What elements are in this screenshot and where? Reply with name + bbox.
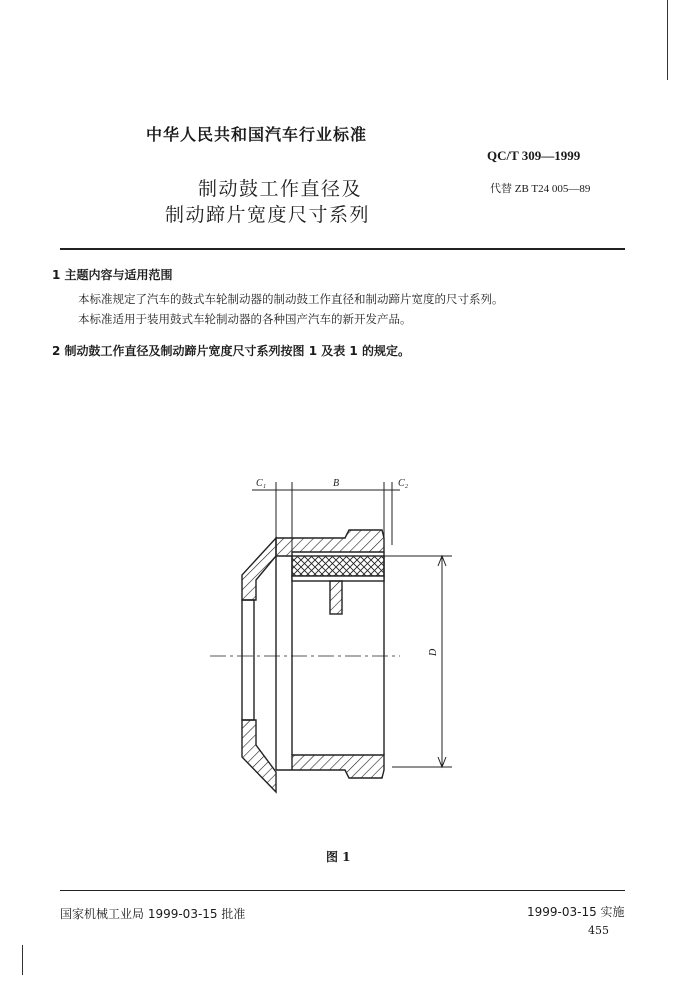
page-number: 455 bbox=[588, 924, 609, 937]
dim-d: D bbox=[428, 648, 439, 656]
brake-shoe bbox=[292, 556, 384, 614]
approval-date: 国家机械工业局 1999-03-15 批准 bbox=[60, 907, 246, 921]
standard-title-line1: 制动鼓工作直径及 bbox=[198, 178, 363, 200]
section1-paragraph2: 本标准适用于装用鼓式车轮制动器的各种国产汽车的新开发产品。 bbox=[78, 312, 412, 326]
dim-c2: C₂ bbox=[398, 478, 409, 489]
dim-b: B bbox=[333, 478, 340, 489]
section1-paragraph1: 本标准规定了汽车的鼓式车轮制动器的制动鼓工作直径和制动蹄片宽度的尺寸系列。 bbox=[78, 292, 504, 306]
standard-body: 中华人民共和国汽车行业标准 bbox=[146, 125, 368, 144]
effective-date: 1999-03-15 实施 bbox=[527, 905, 625, 919]
replaces-standard: 代替 ZB T24 005—89 bbox=[490, 183, 591, 195]
dimension-lines bbox=[252, 482, 452, 767]
footer-rule bbox=[60, 890, 625, 891]
dim-c1: C₁ bbox=[256, 478, 267, 489]
section1-heading: 1 主题内容与适用范围 bbox=[52, 268, 173, 282]
standard-title-line2: 制动蹄片宽度尺寸系列 bbox=[165, 204, 371, 226]
section2-heading: 2 制动鼓工作直径及制动蹄片宽度尺寸系列按图 1 及表 1 的规定。 bbox=[52, 344, 410, 358]
standard-number: QC/T 309—1999 bbox=[487, 148, 581, 163]
figure-caption: 图 1 bbox=[326, 850, 351, 864]
